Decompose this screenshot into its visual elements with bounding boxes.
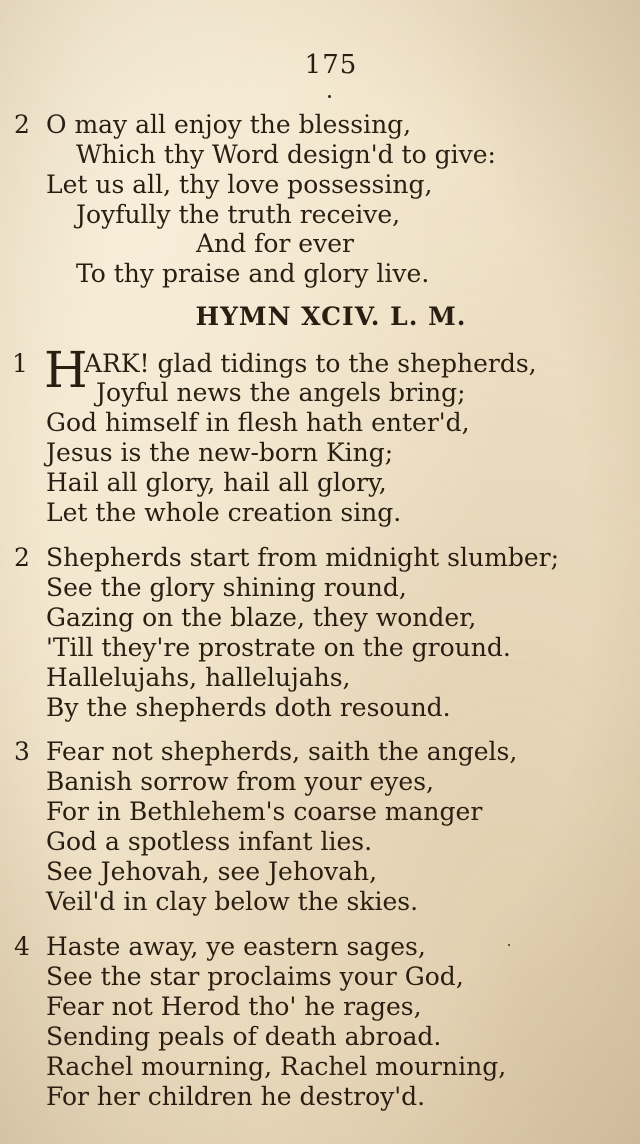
stanza-line: And for ever (196, 229, 354, 258)
verse-line: Gazing on the blaze, they wonder, (46, 603, 477, 632)
verse-line: Joyful news the angels bring; (96, 378, 466, 407)
verse-line: For in Bethlehem's coarse manger (46, 797, 483, 826)
verse-number: 1 (12, 349, 28, 378)
verse-number: 2 (14, 543, 30, 572)
stanza-line: O may all enjoy the blessing, (46, 110, 412, 139)
verse-line: Shepherds start from midnight slumber; (46, 543, 559, 572)
verse-line: God a spotless infant lies. (46, 827, 373, 856)
verse-line: Haste away, ye eastern sages, (46, 932, 426, 961)
verse-number: 3 (14, 737, 30, 766)
drop-cap: H (44, 341, 88, 399)
page-number: 175 (304, 50, 358, 80)
ink-speck (508, 944, 510, 946)
verse-line: ARK! glad tidings to the shepherds, (84, 349, 537, 378)
verse-line: Hallelujahs, hallelujahs, (46, 663, 351, 692)
verse-line: Veil'd in clay below the skies. (46, 887, 419, 916)
stanza-line: Joyfully the truth receive, (76, 200, 401, 229)
verse-line: Fear not Herod tho' he rages, (46, 992, 422, 1021)
verse-line: Hail all glory, hail all glory, (46, 468, 387, 497)
verse-number: 4 (14, 932, 30, 961)
verse-line: See the glory shining round, (46, 573, 407, 602)
stanza-line: To thy praise and glory live. (76, 259, 430, 288)
verse-line: 'Till they're prostrate on the ground. (46, 633, 511, 662)
stanza-line: Which thy Word design'd to give: (76, 140, 496, 169)
verse-line: Banish sorrow from your eyes, (46, 767, 435, 796)
verse-line: See Jehovah, see Jehovah, (46, 857, 378, 886)
hymn-heading: HYMN XCIV. L. M. (195, 302, 467, 331)
verse-line: See the star proclaims your God, (46, 962, 464, 991)
verse-line: Rachel mourning, Rachel mourning, (46, 1052, 507, 1081)
verse-line: Jesus is the new-born King; (46, 438, 394, 467)
verse-line: Fear not shepherds, saith the angels, (46, 737, 518, 766)
stanza-line: Let us all, thy love possessing, (46, 170, 433, 199)
stanza-number: 2 (14, 110, 30, 139)
verse-line: God himself in flesh hath enter'd, (46, 408, 470, 437)
verse-line: For her children he destroy'd. (46, 1082, 426, 1111)
verse-line: By the shepherds doth resound. (46, 693, 451, 722)
ink-speck (328, 95, 331, 98)
verse-line: Let the whole creation sing. (46, 498, 402, 527)
verse-line: Sending peals of death abroad. (46, 1022, 442, 1051)
